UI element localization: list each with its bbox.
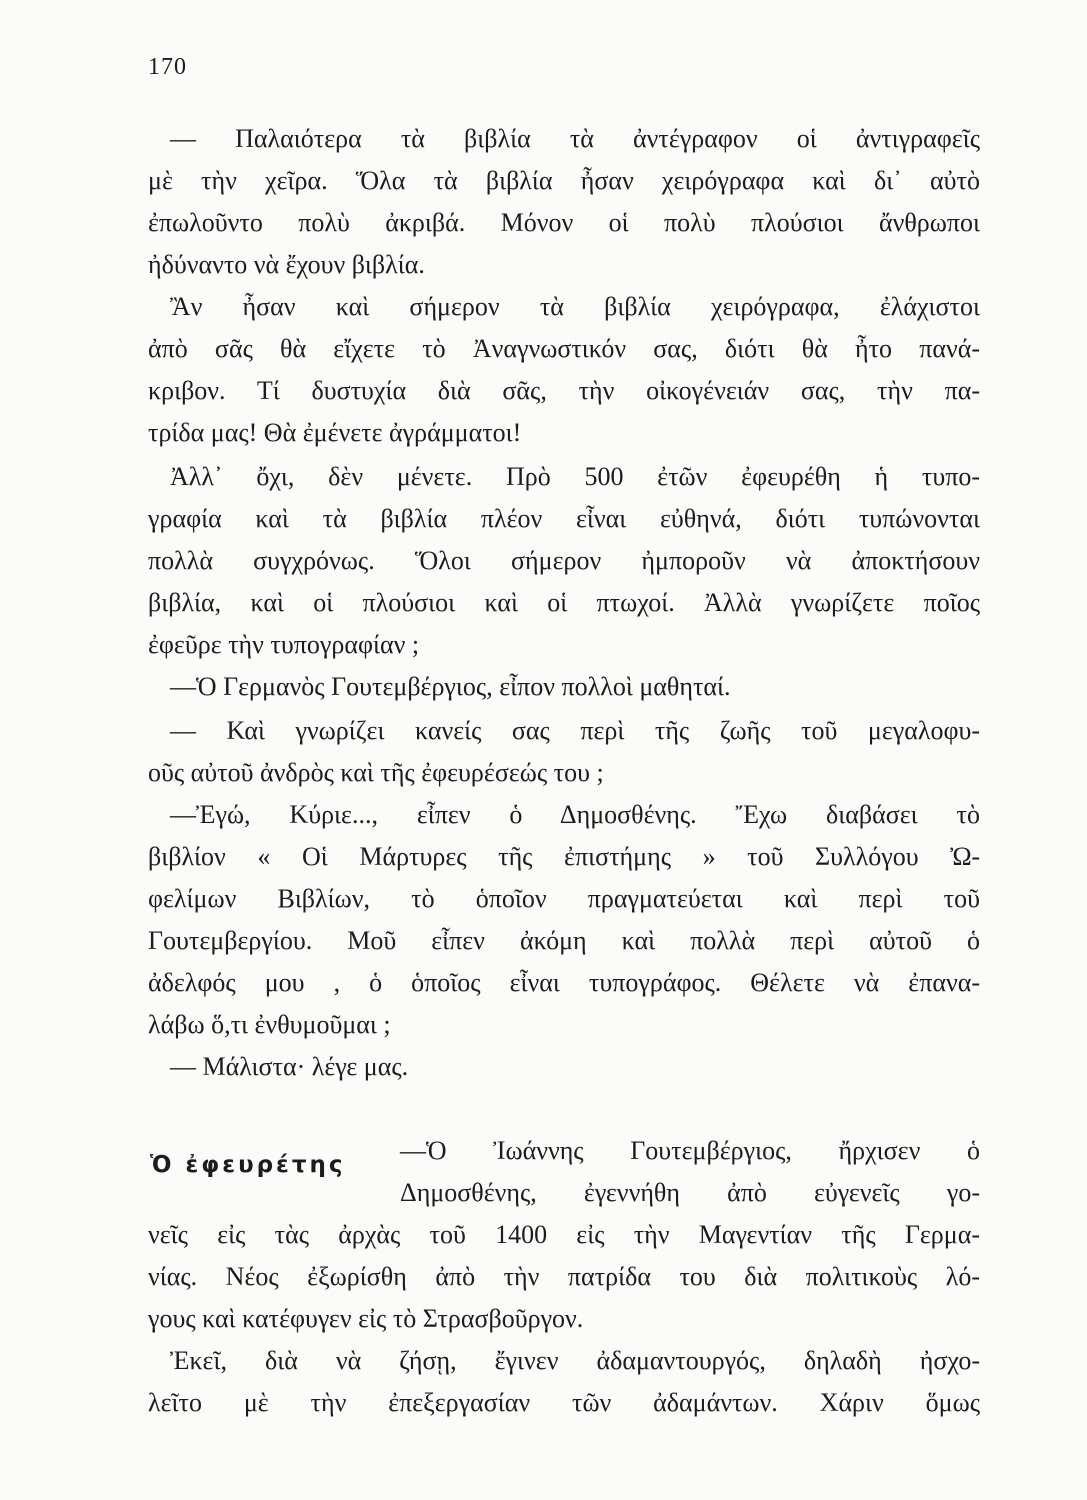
text-line: τρίδα μας! Θὰ ἐμένετε ἀγράμματοι! bbox=[148, 418, 522, 447]
text-line: ἐφεῦρε τὴν τυπογραφίαν ; bbox=[148, 630, 420, 659]
text-line: Γουτεμβεργίου. Μοῦ εἶπεν ἀκόμη καὶ πολλὰ περὶ αὐτοῦ ὁ bbox=[148, 926, 980, 955]
text-line: Ἀλλ᾽ ὄχι, δὲν μένετε. Πρὸ 500 ἐτῶν ἐφευρέθη ἡ τυπο- bbox=[170, 462, 980, 491]
text-line: ἠδύναντο νὰ ἔχουν βιβλία. bbox=[148, 250, 425, 279]
text-line: Δημοσθένης, ἐγεννήθη ἀπὸ εὐγενεῖς γο- bbox=[400, 1178, 980, 1207]
text-line: βιβλία, καὶ οἱ πλούσιοι καὶ οἱ πτωχοί. Ἀλλὰ γνωρίζετε ποῖος bbox=[148, 588, 980, 617]
text-line: γραφία καὶ τὰ βιβλία πλέον εἶναι εὐθηνά, διότι τυπώνονται bbox=[148, 504, 980, 533]
section-heading: Ὁ ἐφευρέτης bbox=[150, 1152, 346, 1178]
text-line: —Ἐγώ, Κύριε..., εἶπεν ὁ Δημοσθένης. Ἔχω διαβάσει τὸ bbox=[170, 800, 980, 829]
text-line: πολλὰ συγχρόνως. Ὅλοι σήμερον ἠμποροῦν νὰ ἀποκτήσουν bbox=[148, 546, 980, 575]
text-line: — Καὶ γνωρίζει κανείς σας περὶ τῆς ζωῆς τοῦ μεγαλοφυ- bbox=[170, 716, 980, 745]
text-line: ἀπὸ σᾶς θὰ εἴχετε τὸ Ἀναγνωστικόν σας, διότι θὰ ἦτο πανά- bbox=[148, 334, 980, 363]
text-line: ἐπωλοῦντο πολὺ ἀκριβά. Μόνον οἱ πολὺ πλούσιοι ἄνθρωποι bbox=[148, 208, 980, 237]
text-line: — Παλαιότερα τὰ βιβλία τὰ ἀντέγραφον οἱ ἀντιγραφεῖς bbox=[170, 124, 980, 153]
text-line: —Ὁ Γερμανὸς Γουτεμβέργιος, εἶπον πολλοὶ μαθηταί. bbox=[170, 672, 731, 701]
text-line: λεῖτο μὲ τὴν ἐπεξεργασίαν τῶν ἀδαμάντων. Χάριν ὅμως bbox=[148, 1388, 980, 1417]
text-line: γους καὶ κατέφυγεν εἰς τὸ Στρασβοῦργον. bbox=[148, 1304, 584, 1333]
text-line: — Μάλιστα· λέγε μας. bbox=[170, 1052, 409, 1081]
text-line: —Ὁ Ἰωάννης Γουτεμβέργιος, ἤρχισεν ὁ bbox=[400, 1136, 980, 1165]
text-line: οῦς αὐτοῦ ἀνδρὸς καὶ τῆς ἐφευρέσεώς του ; bbox=[148, 758, 604, 787]
text-line: Ἂν ἦσαν καὶ σήμερον τὰ βιβλία χειρόγραφα, ἐλάχιστοι bbox=[170, 292, 980, 321]
text-line: Ἐκεῖ, διὰ νὰ ζήσῃ, ἔγινεν ἀδαμαντουργός, δηλαδὴ ἠσχο- bbox=[170, 1346, 980, 1375]
text-line: μὲ τὴν χεῖρα. Ὅλα τὰ βιβλία ἦσαν χειρόγραφα καὶ δι᾽ αὐτὸ bbox=[148, 166, 980, 195]
text-line: κριβον. Τί δυστυχία διὰ σᾶς, τὴν οἰκογένειάν σας, τὴν πα- bbox=[148, 376, 980, 405]
text-line: νεῖς εἰς τὰς ἀρχὰς τοῦ 1400 εἰς τὴν Μαγεντίαν τῆς Γερμα- bbox=[148, 1220, 980, 1249]
text-line: νίας. Νέος ἐξωρίσθη ἀπὸ τὴν πατρίδα του διὰ πολιτικοὺς λό- bbox=[148, 1262, 980, 1291]
text-line: βιβλίον « Οἱ Μάρτυρες τῆς ἐπιστήμης » τοῦ Συλλόγου Ὠ- bbox=[148, 842, 980, 871]
page-number: 170 bbox=[148, 54, 187, 80]
text-line: ἀδελφός μου , ὁ ὁποῖος εἶναι τυπογράφος. Θέλετε νὰ ἐπανα- bbox=[148, 968, 980, 997]
text-line: λάβω ὅ,τι ἐνθυμοῦμαι ; bbox=[148, 1010, 391, 1039]
text-line: φελίμων Βιβλίων, τὸ ὁποῖον πραγματεύεται καὶ περὶ τοῦ bbox=[148, 884, 980, 913]
